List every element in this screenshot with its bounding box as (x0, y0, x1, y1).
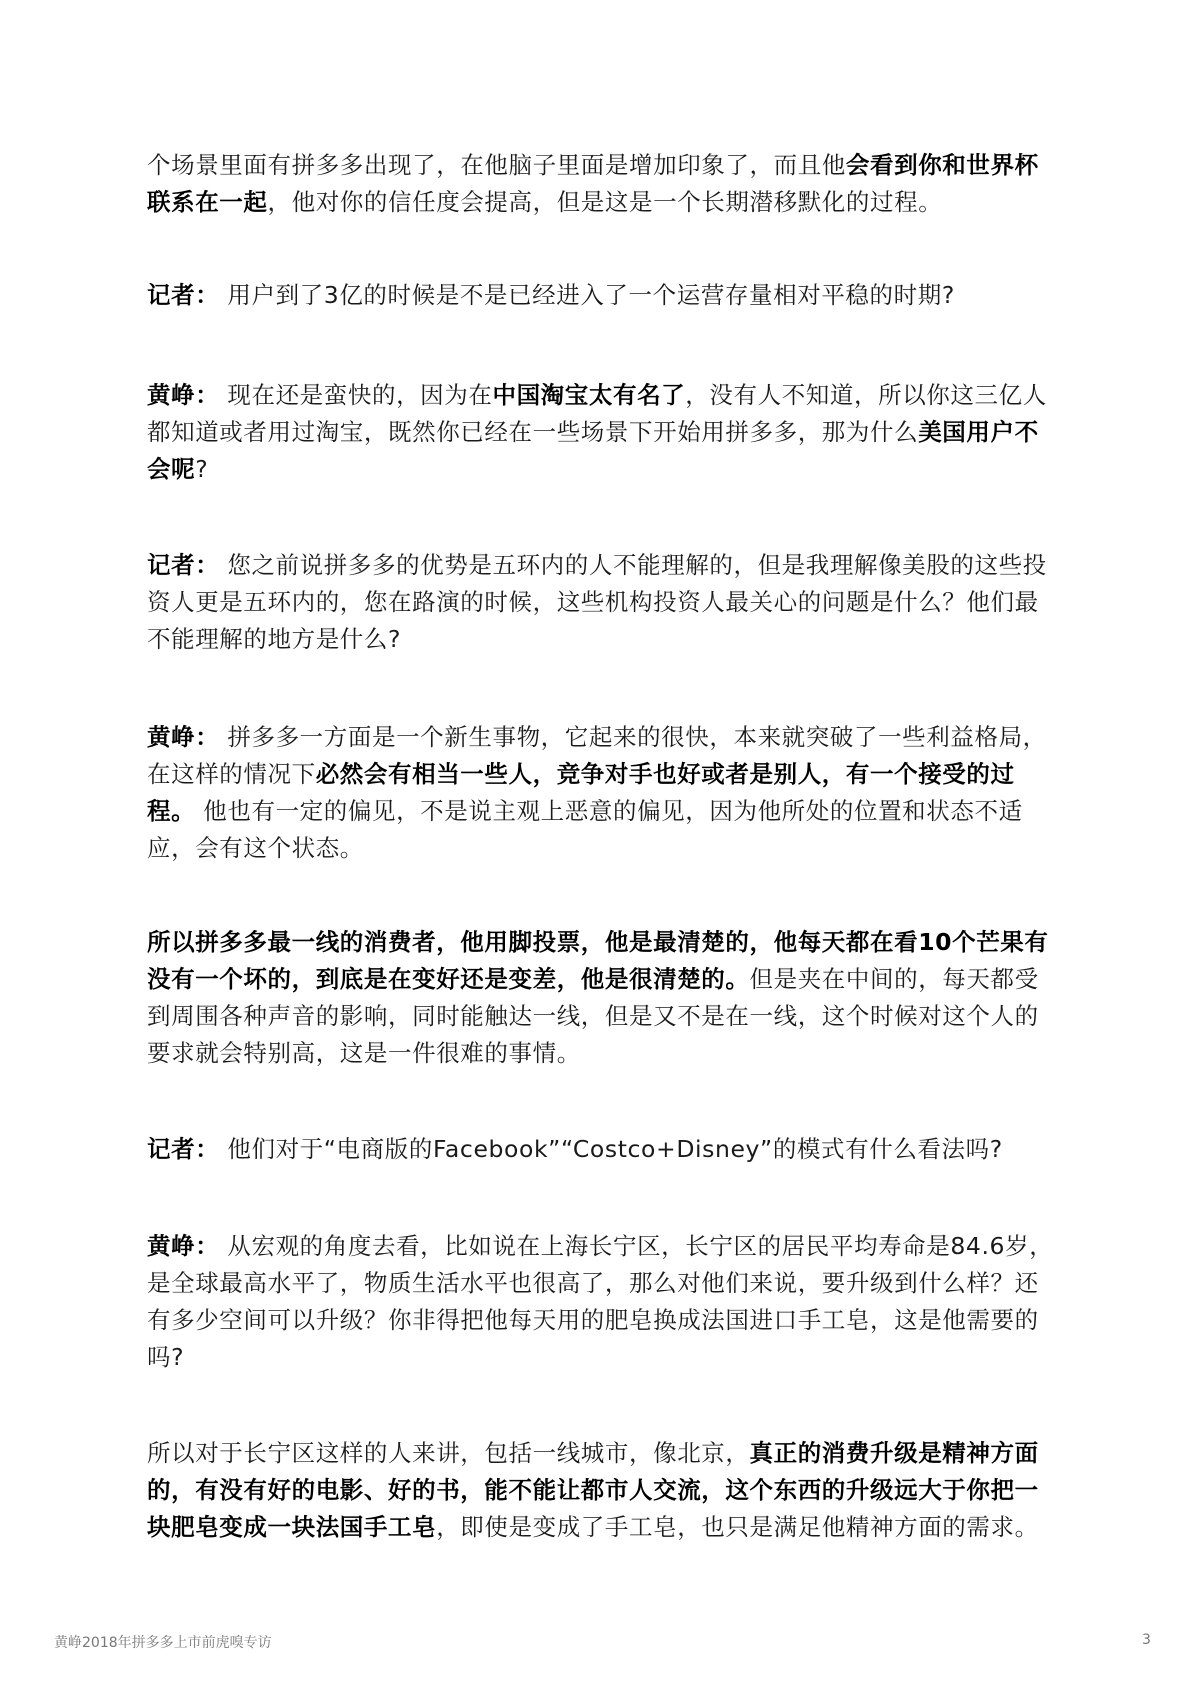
body-text: 要求就会特别高，这是一件很难的事情。 (147, 1039, 581, 1067)
footer-document-title: 黄峥2018年拼多多上市前虎嗅专访 (54, 1635, 272, 1651)
bold-text: 黄峥： (147, 723, 220, 751)
body-text: 在这样的情况下 (147, 760, 316, 788)
body-text: 吗? (147, 1343, 185, 1371)
body-text: 不能理解的地方是什么? (147, 625, 402, 653)
paragraph-answer-3 (147, 1228, 1077, 1376)
text-line (147, 793, 1077, 830)
body-text: 他们对于“电商版的Facebook”“Costco+Disney”的模式有什么看法吗? (219, 1135, 1003, 1163)
text-line (147, 584, 1077, 621)
paragraph-answer-1 (147, 377, 1077, 488)
text-line (147, 184, 1077, 221)
text-line (147, 961, 1077, 998)
bold-text: 没有一个坏的，到底是在变好还是变差，他是很清楚的。 (147, 965, 750, 993)
bold-text: 的，有没有好的电影、好的书，能不能让都市人交流，这个东西的升级远大于你把一 (147, 1476, 1039, 1504)
body-text: 您之前说拼多多的优势是五环内的人不能理解的，但是我理解像美股的这些投 (219, 551, 1047, 579)
bold-text: 程。 (147, 797, 196, 825)
paragraph-context (147, 147, 1077, 221)
text-line (147, 924, 1077, 961)
text-line (147, 1035, 1077, 1072)
bold-text: 记者： (147, 281, 220, 309)
bold-text: 中国淘宝太有名了 (492, 381, 686, 409)
text-line (147, 998, 1077, 1035)
bold-text: 会呢 (147, 455, 196, 483)
body-text: 现在还是蛮快的，因为在 (219, 381, 493, 409)
text-line (147, 1131, 1077, 1168)
bold-text: 块肥皂变成一块法国手工皂 (147, 1513, 437, 1541)
bold-text: 会看到你和世界杯 (845, 151, 1039, 179)
bold-text: 黄峥： (147, 1232, 220, 1260)
page-number: 3 (1142, 1632, 1151, 1648)
body-text: 用户到了3亿的时候是不是已经进入了一个运营存量相对平稳的时期? (219, 281, 955, 309)
paragraph-question-3 (147, 1131, 1077, 1168)
text-line (147, 451, 1077, 488)
text-line (147, 1339, 1077, 1376)
text-line (147, 1228, 1077, 1265)
body-text: 到周围各种声音的影响，同时能触达一线，但是又不是在一线，这个时候对这个人的 (147, 1002, 1039, 1030)
text-line (147, 1472, 1077, 1509)
body-text: 从宏观的角度去看，比如说在上海长宁区，长宁区的居民平均寿命是84.6岁， (219, 1232, 1054, 1260)
paragraph-question-2 (147, 547, 1077, 658)
body-text: ，他对你的信任度会提高，但是这是一个长期潜移默化的过程。 (267, 188, 943, 216)
body-text: 但是夹在中间的，每天都受 (749, 965, 1039, 993)
text-line (147, 147, 1077, 184)
paragraph-answer-2-continued (147, 924, 1077, 1072)
text-line (147, 277, 1077, 314)
text-line (147, 414, 1077, 451)
bold-text: 记者： (147, 1135, 220, 1163)
body-text: 都知道或者用过淘宝，既然你已经在一些场景下开始用拼多多，那为什么 (147, 418, 919, 446)
bold-text: 联系在一起 (147, 188, 268, 216)
bold-text: 记者： (147, 551, 220, 579)
bold-text: 真正的消费升级是精神方面 (749, 1439, 1039, 1467)
body-text: 资人更是五环内的，您在路演的时候，这些机构投资人最关心的问题是什么？他们最 (147, 588, 1039, 616)
body-text: ? (195, 455, 209, 483)
text-line (147, 1509, 1077, 1546)
text-line (147, 1302, 1077, 1339)
body-text: 拼多多一方面是一个新生事物，它起来的很快，本来就突破了一些利益格局， (219, 723, 1047, 751)
bold-text: 黄峥： (147, 381, 220, 409)
text-line (147, 1435, 1077, 1472)
bold-text: 美国用户不 (918, 418, 1039, 446)
paragraph-answer-2 (147, 719, 1077, 867)
body-text: 他也有一定的偏见，不是说主观上恶意的偏见，因为他所处的位置和状态不适 (195, 797, 1023, 825)
text-line (147, 719, 1077, 756)
body-text: ，即使是变成了手工皂，也只是满足他精神方面的需求。 (436, 1513, 1039, 1541)
body-text: 所以对于长宁区这样的人来讲，包括一线城市，像北京， (147, 1439, 750, 1467)
body-text: 应，会有这个状态。 (147, 834, 364, 862)
text-line (147, 830, 1077, 867)
text-line (147, 756, 1077, 793)
text-line (147, 1265, 1077, 1302)
bold-text: 必然会有相当一些人，竞争对手也好或者是别人，有一个接受的过 (315, 760, 1015, 788)
bold-text: 所以拼多多最一线的消费者，他用脚投票，他是最清楚的，他每天都在看10个芒果有 (147, 928, 1049, 956)
text-line (147, 621, 1077, 658)
paragraph-answer-3-continued (147, 1435, 1077, 1546)
body-text: 有多少空间可以升级？你非得把他每天用的肥皂换成法国进口手工皂，这是他需要的 (147, 1306, 1039, 1334)
paragraph-question-1 (147, 277, 1077, 314)
body-text: ，没有人不知道，所以你这三亿人 (685, 381, 1047, 409)
body-text: 是全球最高水平了，物质生活水平也很高了，那么对他们来说，要升级到什么样？还 (147, 1269, 1039, 1297)
text-line (147, 377, 1077, 414)
text-line (147, 547, 1077, 584)
body-text: 个场景里面有拼多多出现了，在他脑子里面是增加印象了，而且他 (147, 151, 846, 179)
